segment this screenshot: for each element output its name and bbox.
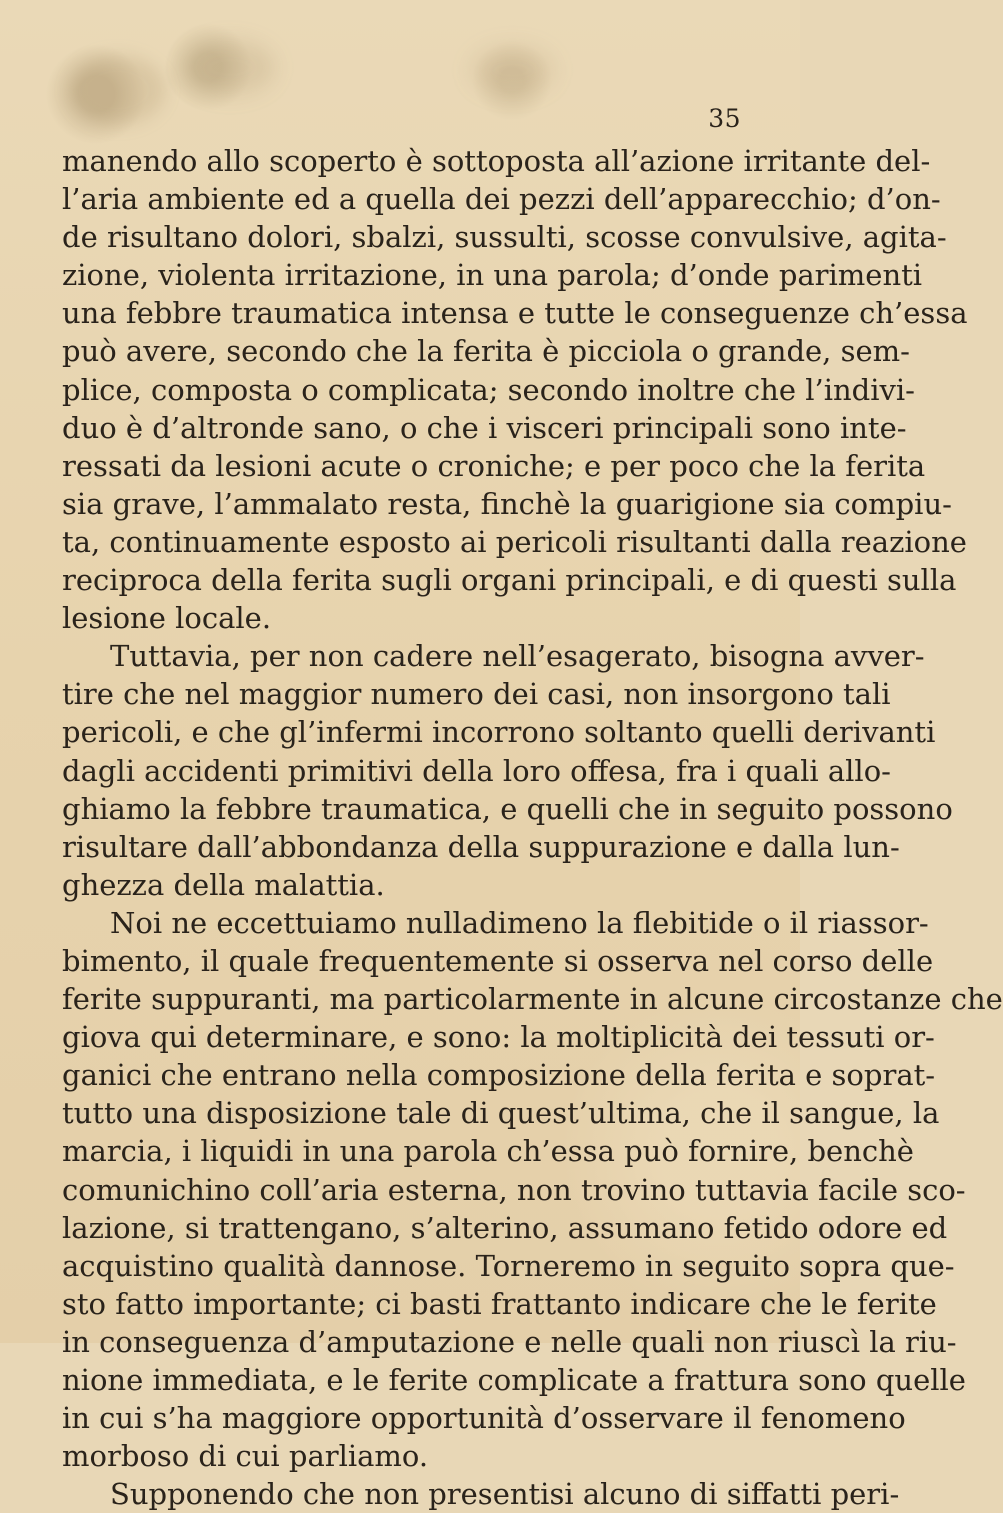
text-line: zione, violenta irritazione, in una parola; d’onde parimenti: [62, 258, 923, 293]
paper-stain: [185, 40, 275, 95]
text-line: una febbre traumatica intensa e tutte le conseguenze ch’essa: [62, 296, 968, 331]
text-line: nione immediata, e le ferite complicate a frattura sono quelle: [62, 1363, 966, 1397]
text-line: Noi ne eccettuiamo nulladimeno la flebitide o il riassor-: [110, 905, 929, 940]
text-line: morboso di cui parliamo.: [62, 1439, 429, 1474]
text-line: lazione, si trattengano, s’alterino, assumano fetido odore ed: [62, 1210, 948, 1245]
text-line: de risultano dolori, sbalzi, sussulti, scosse convulsive, agita-: [62, 220, 947, 255]
text-line: sto fatto importante; ci basti frattanto indicare che le ferite: [62, 1286, 937, 1321]
paper-stain: [470, 45, 555, 95]
text-line: duo è d’altronde sano, o che i visceri principali sono inte-: [62, 410, 907, 445]
text-line: ghiamo la febbre traumatica, e quelli che in seguito possono: [62, 791, 953, 826]
page-number: 35: [708, 104, 741, 133]
text-line: acquistino qualità dannose. Torneremo in seguito sopra que-: [62, 1248, 955, 1283]
text-line: bimento, il quale frequentemente si osserva nel corso delle: [62, 943, 934, 978]
text-line: l’aria ambiente ed a quella dei pezzi dell’apparecchio; d’on-: [62, 182, 941, 217]
text-line: plice, composta o complicata; secondo inoltre che l’indivi-: [62, 372, 915, 407]
text-line: manendo allo scoperto è sottoposta all’azione irritante del-: [62, 144, 931, 178]
text-line: Tuttavia, per non cadere nell’esagerato, bisogna avver-: [110, 639, 925, 674]
text-line: risultare dall’abbondanza della suppurazione e dalla lun-: [62, 829, 900, 864]
text-line: tire che nel maggior numero dei casi, non insorgono tali: [62, 677, 891, 712]
text-line: può avere, secondo che la ferita è picciola o grande, sem-: [62, 334, 910, 369]
text-line: giova qui determinare, e sono: la moltiplicità dei tessuti or-: [62, 1020, 935, 1055]
text-line: tutto una disposizione tale di quest’ultima, che il sangue, la: [62, 1096, 940, 1131]
text-line: marcia, i liquidi in una parola ch’essa può fornire, benchè: [62, 1134, 914, 1169]
text-line: comunichino coll’aria esterna, non trovino tuttavia facile sco-: [62, 1172, 966, 1207]
text-line: ghezza della malattia.: [62, 867, 385, 902]
text-line: Supponendo che non presentisi alcuno di siffatti peri-: [110, 1477, 900, 1512]
text-line: pericoli, e che gl’infermi incorrono soltanto quelli derivanti: [62, 715, 936, 750]
text-line: reciproca della ferita sugli organi principali, e di questi sulla: [62, 563, 957, 598]
paper-stain: [70, 55, 165, 125]
text-line: ta, continuamente esposto ai pericoli risultanti dalla reazione: [62, 524, 967, 559]
text-line: dagli accidenti primitivi della loro offesa, fra i quali allo-: [62, 753, 891, 788]
text-line: ganici che entrano nella composizione della ferita e soprat-: [62, 1058, 936, 1093]
text-line: ressati da lesioni acute o croniche; e per poco che la ferita: [62, 448, 926, 483]
body-text: [62, 142, 1003, 1513]
text-line: in conseguenza d’amputazione e nelle quali non riuscì la riu-: [62, 1324, 957, 1359]
text-line: ferite suppuranti, ma particolarmente in alcune circostanze che: [62, 982, 1003, 1017]
text-line: in cui s’ha maggiore opportunità d’osservare il fenomeno: [62, 1401, 906, 1436]
text-line: lesione locale.: [62, 601, 272, 636]
text-line: sia grave, l’ammalato resta, finchè la guarigione sia compiu-: [62, 486, 952, 521]
